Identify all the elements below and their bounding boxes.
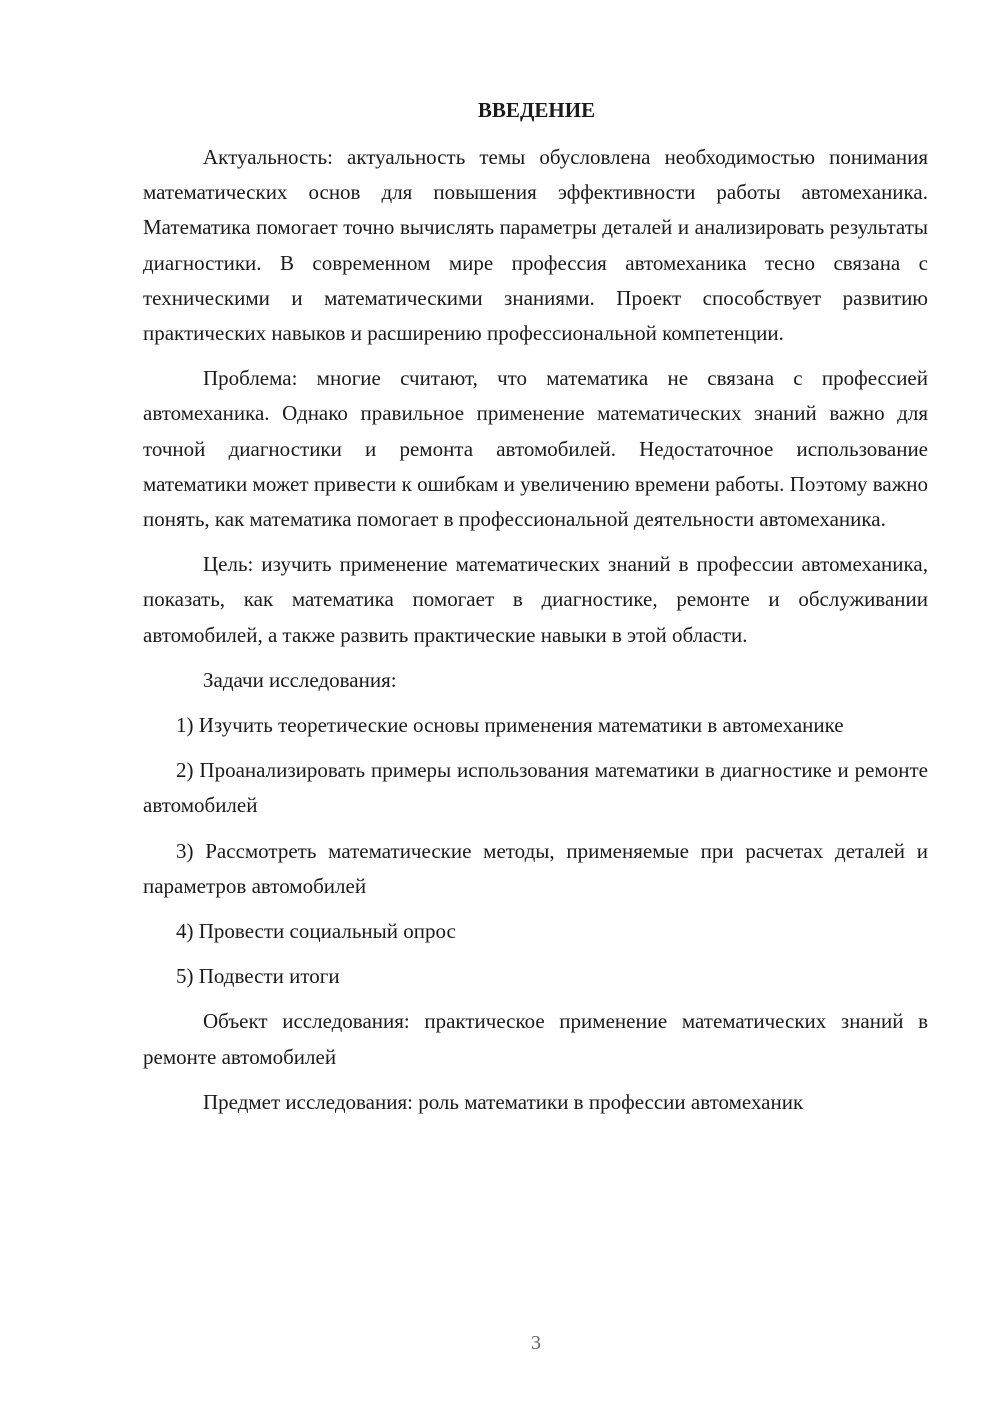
page-title: ВВЕДЕНИЕ xyxy=(477,98,596,122)
problem-paragraph: Проблема: многие считают, что математика не связана с профессией автомеханика. Однако правильное применение математических знаний важно для точной диагностики и ремонта автомобилей. Недостаточное использование математики может привести к ошибкам и увеличению времени работы. Поэтому важно понять, как математика помогает в профессиональной деятельности автомеханика. xyxy=(143,366,928,532)
page-number: 3 xyxy=(531,1332,541,1354)
relevance-paragraph: Актуальность: актуальность темы обусловлена необходимостью понимания математических основ для повышения эффективности работы автомеханика. Математика помогает точно вычислять параметры деталей и анализировать результаты диагностики. В современном мире профессия автомеханика тесно связана с техническими и математическими знаниями. Проект способствует развитию практических навыков и расширению профессиональной компетенции. xyxy=(143,145,928,346)
task-item-2: 2) Проанализировать примеры использования математики в диагностике и ремонте автомобилей xyxy=(143,758,928,818)
task-item-5: 5) Подвести итоги xyxy=(176,964,340,989)
task-item-4: 4) Провести социальный опрос xyxy=(176,919,456,944)
tasks-heading: Задачи исследования: xyxy=(203,667,397,692)
subject-paragraph: Предмет исследования: роль математики в профессии автомеханик xyxy=(203,1089,804,1114)
task-item-3: 3) Рассмотреть математические методы, применяемые при расчетах деталей и параметров автомобилей xyxy=(143,838,928,898)
object-paragraph: Объект исследования: практическое применение математических знаний в ремонте автомобилей xyxy=(143,1009,928,1069)
task-item-1: 1) Изучить теоретические основы применения математики в автомеханике xyxy=(176,713,844,738)
page-content xyxy=(143,94,928,1120)
goal-paragraph: Цель: изучить применение математических знаний в профессии автомеханика, показать, как математика помогает в диагностике, ремонте и обслуживании автомобилей, а также развить практические навыки в этой области. xyxy=(143,552,928,647)
